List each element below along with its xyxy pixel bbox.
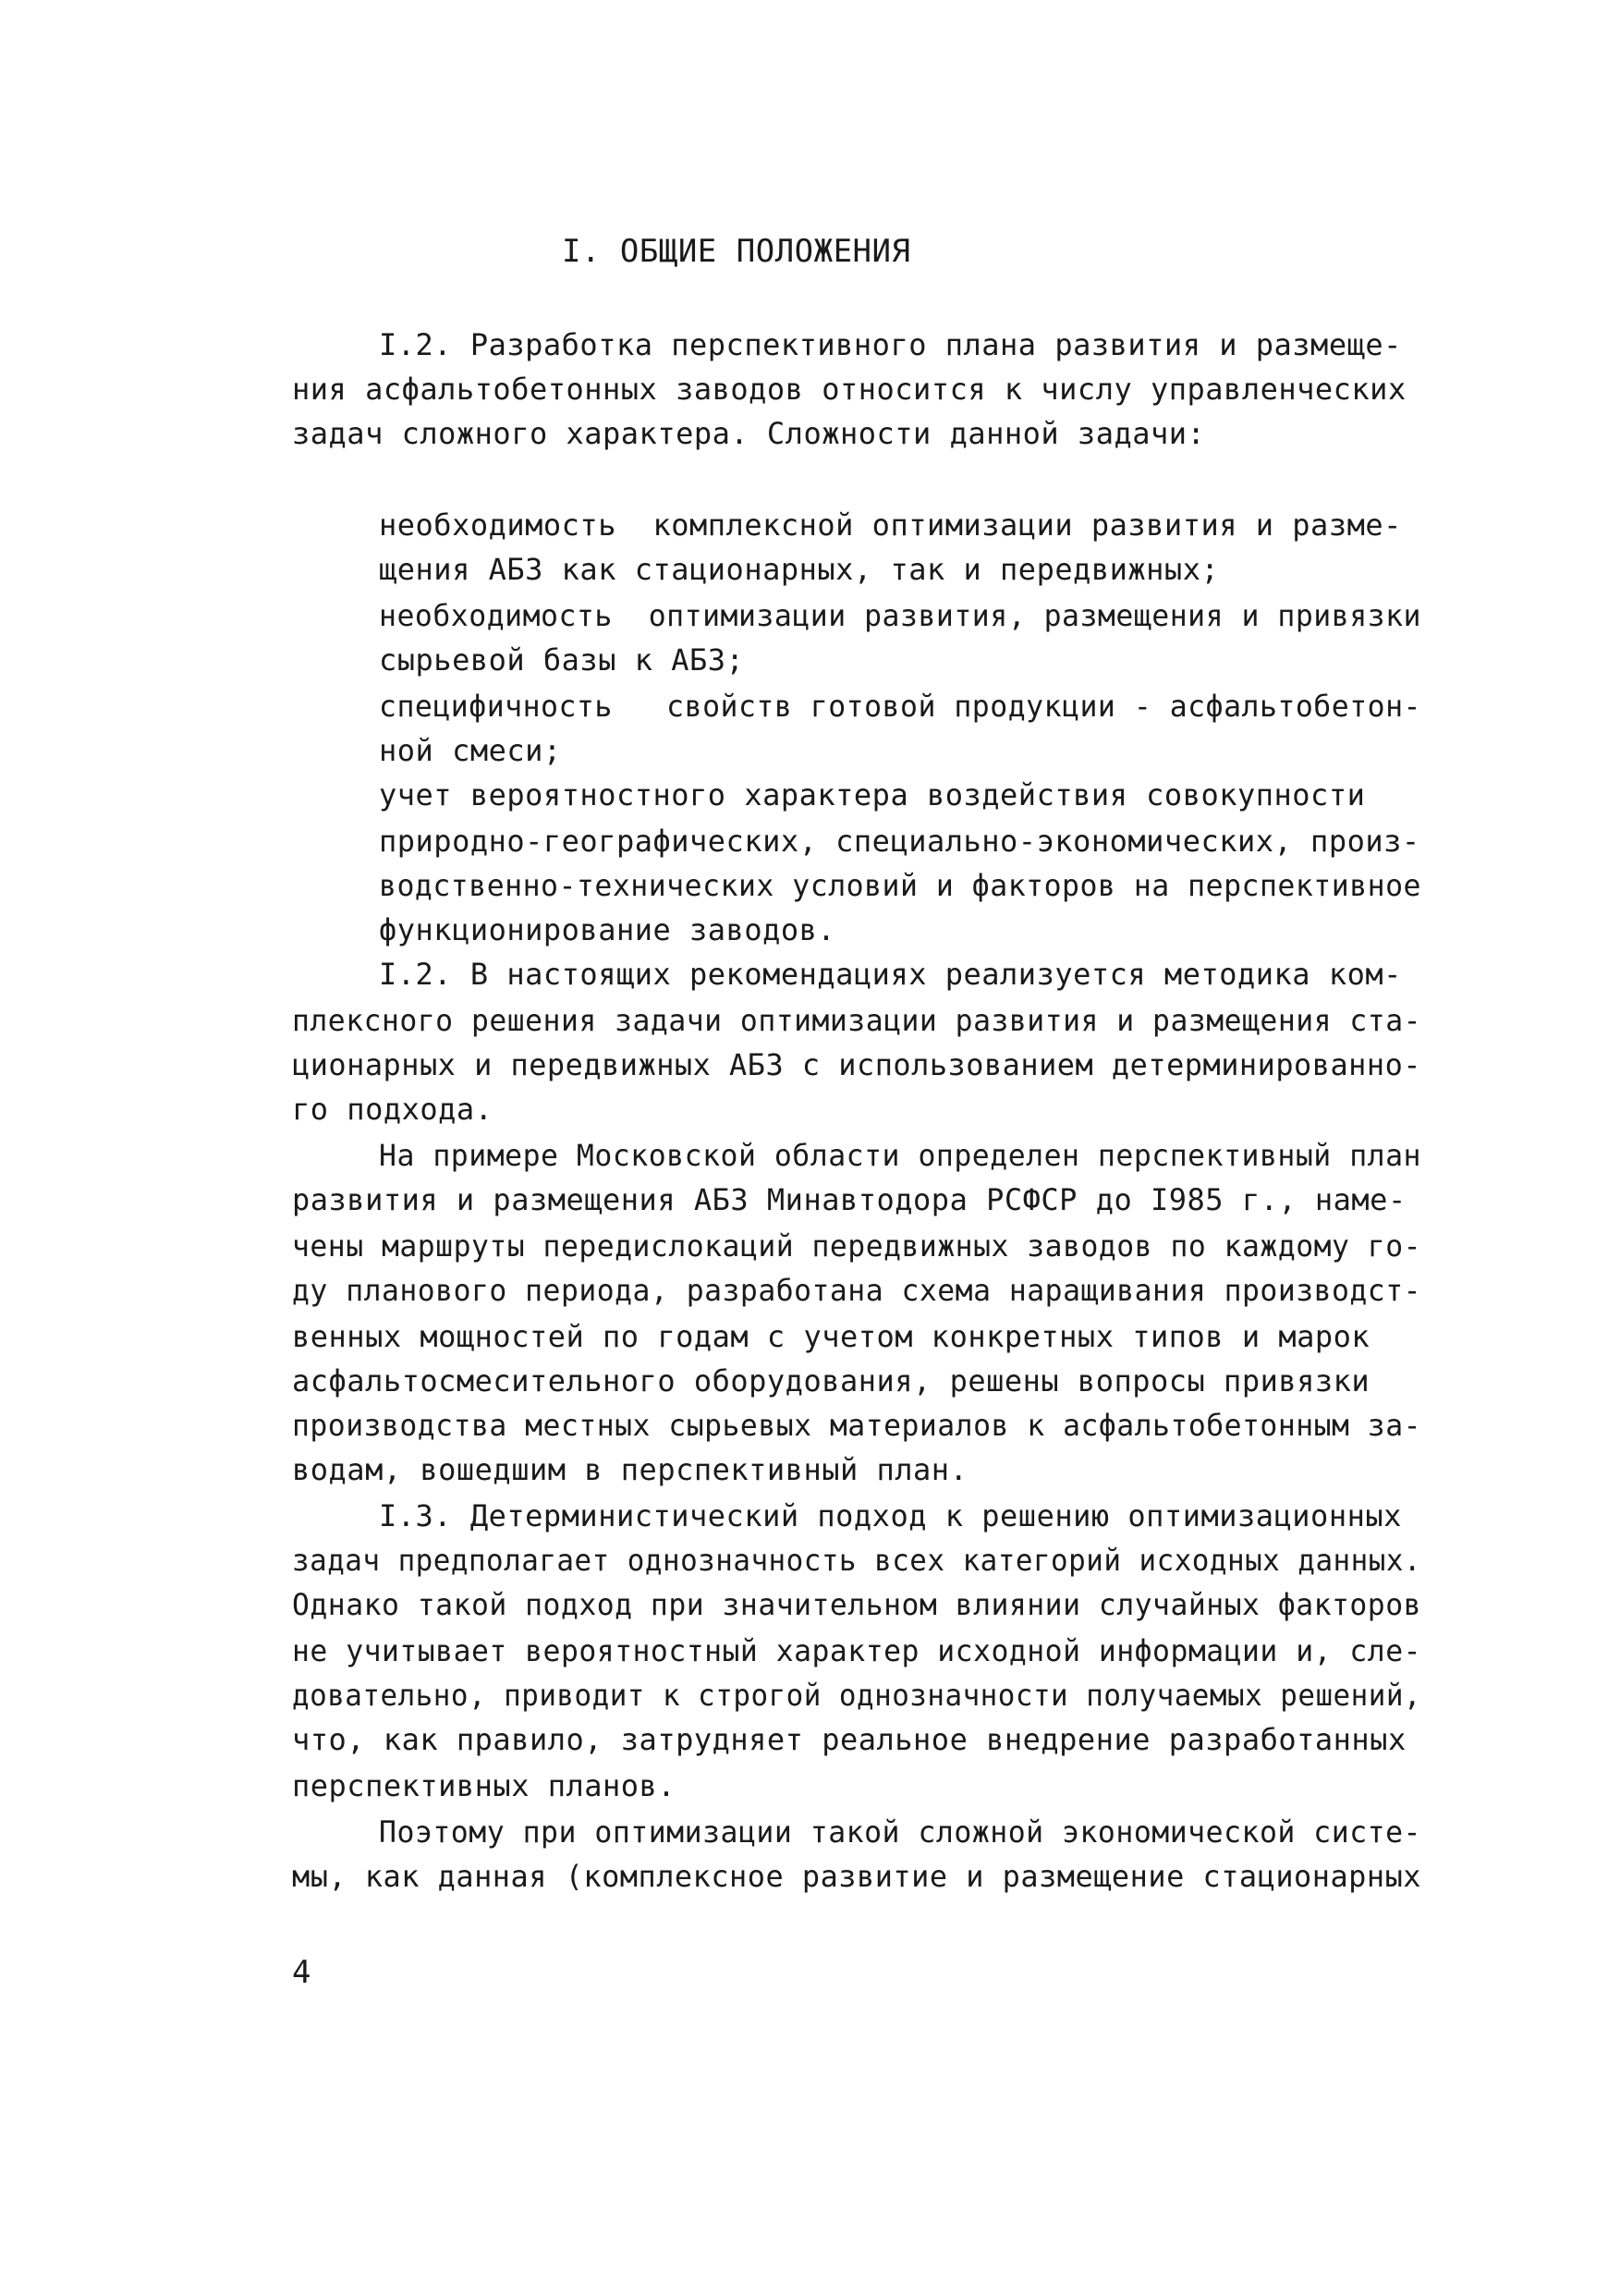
- text-line: ду планового периода, разработана схема наращивания производст-: [292, 1273, 1421, 1308]
- text-line: На примере Московской области определен перспективный план: [379, 1138, 1421, 1173]
- text-line: венных мощностей по годам с учетом конкретных типов и марок: [292, 1319, 1370, 1354]
- text-line: чены маршруты передислокаций передвижных заводов по каждому го-: [292, 1228, 1421, 1264]
- text-line: водам, вошедшим в перспективный план.: [292, 1452, 968, 1487]
- text-line: I.2. Разработка перспективного плана развития и размеще-: [379, 327, 1402, 362]
- text-line: развития и размещения АБЗ Минавтодора РСФСР до I985 г., наме-: [292, 1182, 1407, 1217]
- text-line: го подхода.: [292, 1092, 493, 1127]
- section-title: I. ОБЩИЕ ПОЛОЖЕНИЯ: [562, 233, 911, 270]
- list-item-line: сырьевой базы к АБЗ;: [379, 642, 745, 678]
- text-line: перспективных планов.: [292, 1768, 676, 1803]
- list-item-line: необходимость комплексной оптимизации развития и разме-: [379, 507, 1402, 543]
- text-line: что, как правило, затрудняет реальное внедрение разработанных: [292, 1722, 1407, 1757]
- text-line: I.2. В настоящих рекомендациях реализуется методика ком-: [379, 957, 1402, 992]
- text-line: задач предполагает однозначность всех категорий исходных данных.: [292, 1543, 1421, 1578]
- list-item-line: водственно-технических условий и факторов на перспективное: [379, 868, 1421, 903]
- text-line: задач сложного характера. Сложности данной задачи:: [292, 416, 1206, 451]
- text-line: асфальтосмесительного оборудования, решены вопросы привязки: [292, 1363, 1370, 1398]
- text-line: мы, как данная (комплексное развитие и размещение стационарных: [292, 1859, 1421, 1894]
- list-item-line: специфичность свойств готовой продукции - асфальтобетон-: [379, 689, 1421, 724]
- list-item-line: функционирование заводов.: [379, 912, 836, 947]
- list-item-line: учет вероятностного характера воздействия совокупности: [379, 777, 1366, 812]
- text-line: I.3. Детерминистический подход к решению оптимизационных: [379, 1498, 1402, 1533]
- text-line: довательно, приводит к строгой однозначности получаемых решений,: [292, 1678, 1421, 1713]
- page-number: 4: [292, 1954, 311, 1991]
- list-item-line: природно-географических, специально-экономических, произ-: [379, 824, 1420, 859]
- text-line: производства местных сырьевых материалов к асфальтобетонным за-: [292, 1408, 1421, 1443]
- text-line: Поэтому при оптимизации такой сложной экономической систе-: [379, 1814, 1421, 1850]
- text-line: не учитывает вероятностный характер исходной информации и, сле-: [292, 1633, 1421, 1668]
- text-line: Однако такой подход при значительном влиянии случайных факторов: [292, 1587, 1421, 1622]
- text-line: ционарных и передвижных АБЗ с использованием детерминированно-: [292, 1047, 1421, 1082]
- list-item-line: ной смеси;: [379, 733, 562, 768]
- list-item-line: щения АБЗ как стационарных, так и передвижных;: [379, 552, 1220, 587]
- list-item-line: необходимость оптимизации развития, размещения и привязки: [379, 598, 1421, 633]
- text-line: ния асфальтобетонных заводов относится к числу управленческих: [292, 372, 1407, 407]
- text-line: плексного решения задачи оптимизации развития и размещения ста-: [292, 1003, 1421, 1038]
